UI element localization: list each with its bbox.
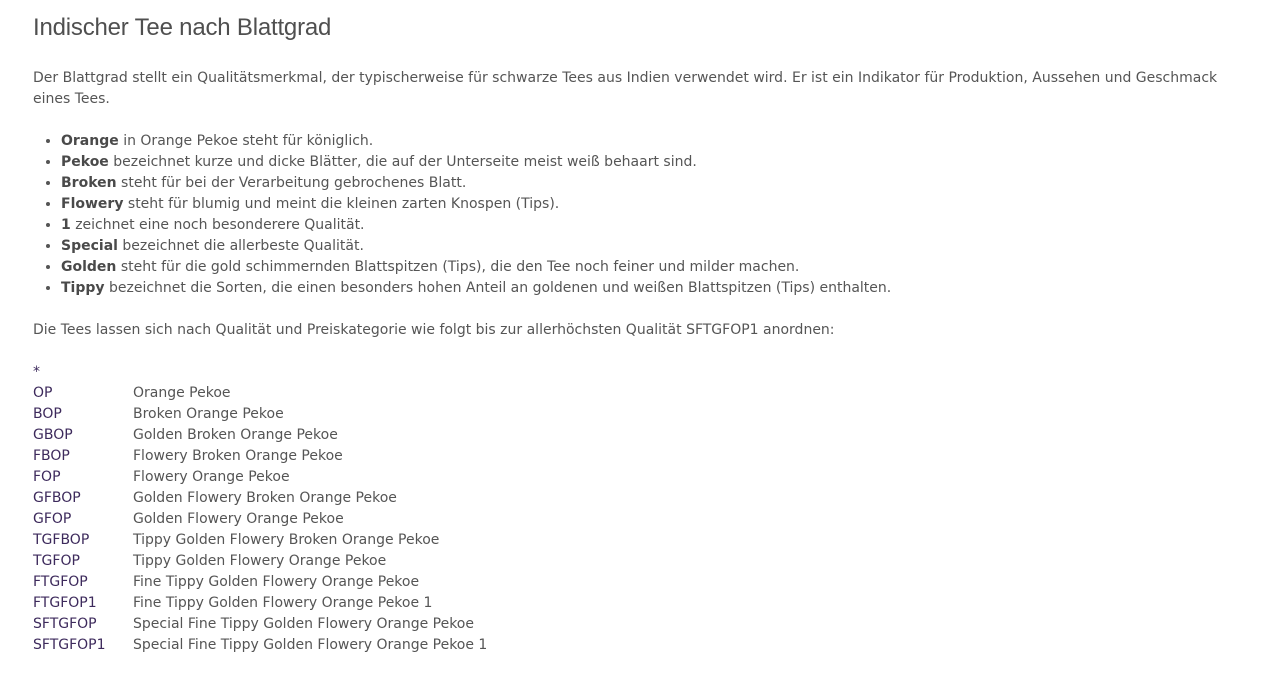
list-item bbox=[61, 257, 891, 278]
grade-code[interactable]: GFBOP bbox=[33, 490, 81, 506]
list-item bbox=[61, 278, 891, 299]
anchor-link[interactable]: * bbox=[33, 364, 40, 380]
table-row bbox=[33, 488, 487, 509]
grade-code[interactable]: FTGFOP1 bbox=[33, 595, 97, 611]
grade-code[interactable]: BOP bbox=[33, 406, 62, 422]
grade-name: Fine Tippy Golden Flowery Orange Pekoe 1 bbox=[133, 595, 433, 611]
grade-code[interactable]: TGFOP bbox=[33, 553, 80, 569]
grade-term: Pekoe bbox=[61, 154, 109, 170]
grade-description: in Orange Pekoe steht für königlich. bbox=[118, 133, 374, 149]
grade-name: Flowery Broken Orange Pekoe bbox=[133, 448, 343, 464]
grade-name: Tippy Golden Flowery Broken Orange Pekoe bbox=[133, 532, 440, 548]
table-row bbox=[33, 593, 487, 614]
grade-term: Flowery bbox=[61, 196, 124, 212]
grade-description: zeichnet eine noch besonderere Qualität. bbox=[70, 217, 365, 233]
grade-code[interactable]: GFOP bbox=[33, 511, 72, 527]
page-title: Indischer Tee nach Blattgrad bbox=[33, 14, 332, 41]
grade-code[interactable]: OP bbox=[33, 385, 53, 401]
list-item bbox=[61, 173, 891, 194]
grade-term: Golden bbox=[61, 259, 117, 275]
grade-name: Broken Orange Pekoe bbox=[133, 406, 284, 422]
list-item bbox=[61, 236, 891, 257]
grade-name: Tippy Golden Flowery Orange Pekoe bbox=[133, 553, 387, 569]
table-row bbox=[33, 614, 487, 635]
grade-code[interactable]: GBOP bbox=[33, 427, 73, 443]
grade-code[interactable]: FTGFOP bbox=[33, 574, 88, 590]
list-item bbox=[61, 215, 891, 236]
table-row bbox=[33, 551, 487, 572]
grade-term: Orange bbox=[61, 133, 119, 149]
grade-code[interactable]: TGFBOP bbox=[33, 532, 90, 548]
list-item bbox=[61, 152, 891, 173]
grade-code-table bbox=[33, 383, 487, 656]
grade-code[interactable]: FOP bbox=[33, 469, 61, 485]
table-row bbox=[33, 572, 487, 593]
grade-code[interactable]: FBOP bbox=[33, 448, 70, 464]
grade-list bbox=[33, 131, 891, 299]
table-row bbox=[33, 404, 487, 425]
grade-name: Golden Flowery Broken Orange Pekoe bbox=[133, 490, 397, 506]
table-row bbox=[33, 509, 487, 530]
grade-term: Tippy bbox=[61, 280, 105, 296]
grade-description: steht für die gold schimmernden Blattspitzen (Tips), die den Tee noch feiner und milder machen. bbox=[116, 259, 800, 275]
grade-description: bezeichnet die allerbeste Qualität. bbox=[117, 238, 364, 254]
table-row bbox=[33, 635, 487, 656]
table-row bbox=[33, 446, 487, 467]
grade-name: Special Fine Tippy Golden Flowery Orange Pekoe bbox=[133, 616, 474, 632]
grade-term: Broken bbox=[61, 175, 117, 191]
grade-description: steht für blumig und meint die kleinen zarten Knospen (Tips). bbox=[123, 196, 560, 212]
list-item bbox=[61, 194, 891, 215]
grade-code[interactable]: SFTGFOP1 bbox=[33, 637, 106, 653]
table-row bbox=[33, 467, 487, 488]
grade-code[interactable]: SFTGFOP bbox=[33, 616, 97, 632]
grade-description: steht für bei der Verarbeitung gebrochenes Blatt. bbox=[116, 175, 467, 191]
intro-paragraph: Der Blattgrad stellt ein Qualitätsmerkmal, der typischerweise für schwarze Tees aus Indien verwendet wird. Er ist ein Indikator für Produktion, Aussehen und Geschmack eines Tees. bbox=[33, 70, 1218, 107]
table-row bbox=[33, 425, 487, 446]
table-row bbox=[33, 530, 487, 551]
grade-description: bezeichnet die Sorten, die einen besonders hohen Anteil an goldenen und weißen Blattspitzen (Tips) enthalten. bbox=[104, 280, 892, 296]
grade-name: Special Fine Tippy Golden Flowery Orange Pekoe 1 bbox=[133, 637, 488, 653]
grade-term: Special bbox=[61, 238, 118, 254]
grade-name: Fine Tippy Golden Flowery Orange Pekoe bbox=[133, 574, 420, 590]
grade-name: Orange Pekoe bbox=[133, 385, 231, 401]
grade-name: Golden Flowery Orange Pekoe bbox=[133, 511, 344, 527]
grade-name: Flowery Orange Pekoe bbox=[133, 469, 290, 485]
grade-name: Golden Broken Orange Pekoe bbox=[133, 427, 338, 443]
table-row bbox=[33, 383, 487, 404]
list-item bbox=[61, 131, 891, 152]
summary-paragraph: Die Tees lassen sich nach Qualität und Preiskategorie wie folgt bis zur allerhöchsten Qualität SFTGFOP1 anordnen: bbox=[33, 322, 835, 338]
grade-description: bezeichnet kurze und dicke Blätter, die auf der Unterseite meist weiß behaart sind. bbox=[108, 154, 697, 170]
grade-term: 1 bbox=[61, 217, 71, 233]
